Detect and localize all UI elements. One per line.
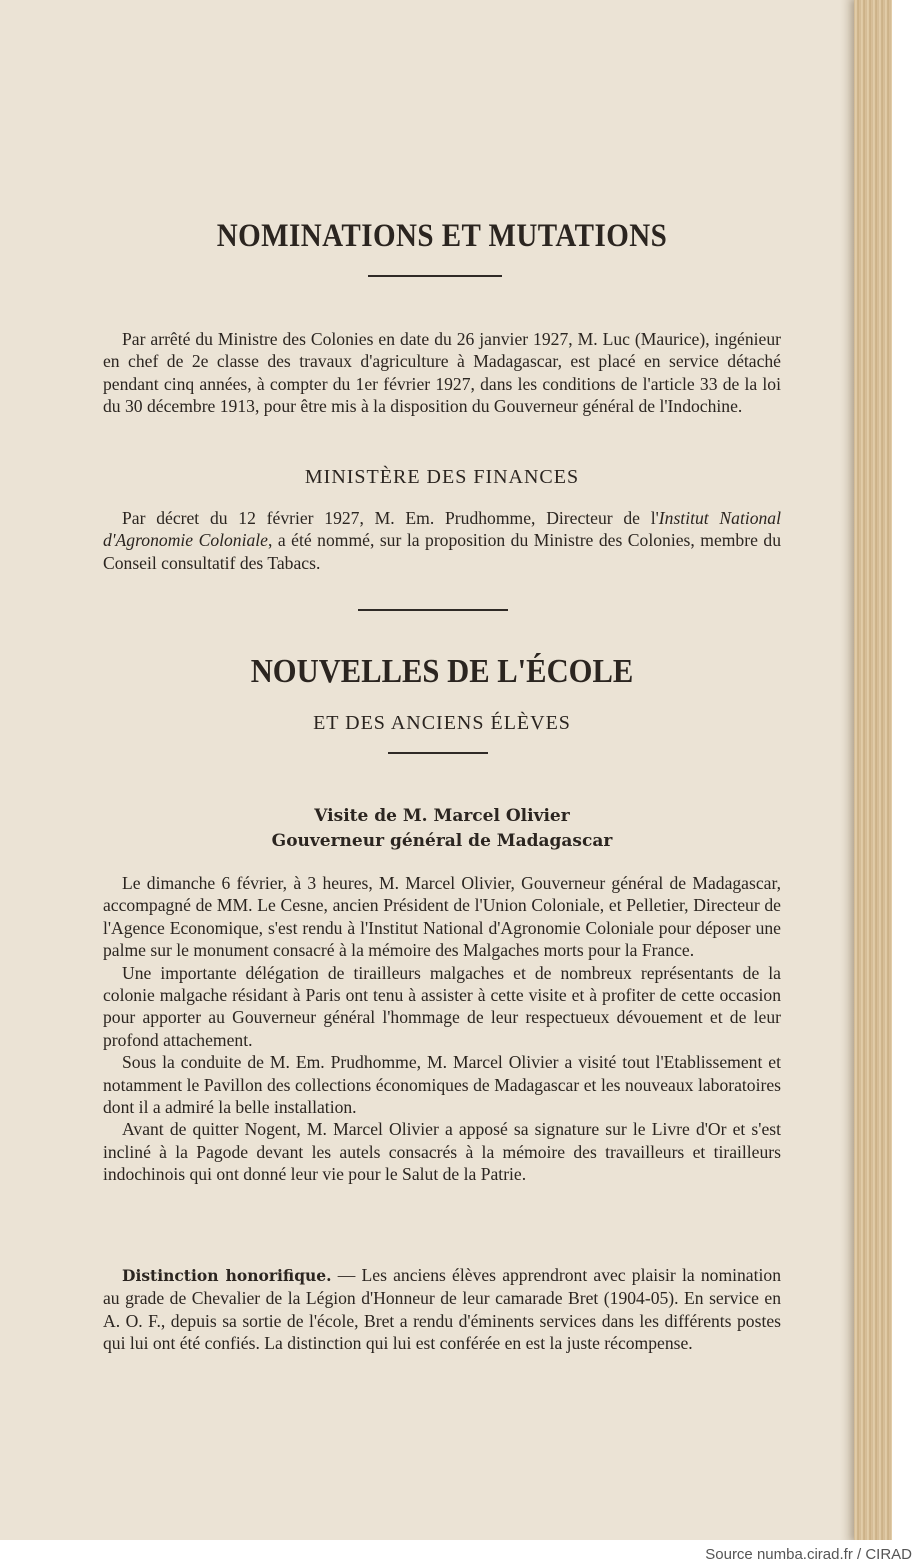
- page-title: NOMINATIONS ET MUTATIONS: [216, 218, 668, 254]
- section-divider: [358, 609, 508, 611]
- section-title: NOUVELLES DE L'ÉCOLE: [250, 653, 634, 690]
- finances-paragraph: [103, 507, 781, 574]
- page-gutter-shadow: [840, 0, 854, 1540]
- nomination-paragraph: [103, 328, 781, 418]
- title-rule: [368, 275, 502, 277]
- institute-name: Institut National d'Agronomie Coloniale: [103, 508, 781, 551]
- visit-title-2: Gouverneur général de Madagascar: [271, 831, 613, 851]
- source-credit: Source numba.cirad.fr / CIRAD: [705, 1546, 912, 1563]
- section-subtitle: ET DES ANCIENS ÉLÈVES: [313, 712, 571, 734]
- visit-paragraph: Une importante délégation de tirailleurs malgaches et de nombreux représentants de la colonie malgache résidant à Paris ont tenu à assister à cette visite et à profiter de cette occasion pour apporter au Gouverneur général l'hommage de leur respectueux dévouement et de leur profond attachement.: [103, 962, 781, 1050]
- distinction-paragraph: [103, 1264, 781, 1355]
- distinction-text: — Les anciens élèves apprendront avec plaisir la nomination au grade de Chevalier de la Légion d'Honneur de leur camarade Bret (1904-05). En service en A. O. F., depuis sa sortie de l'école, Bret a rendu d'éminents services dans les différents postes qui lui ont été confiés. La distinction qui lui est conférée en est la juste récompense.: [103, 1265, 781, 1354]
- visit-title-1: Visite de M. Marcel Olivier: [314, 806, 570, 826]
- subtitle-rule: [388, 752, 488, 754]
- nomination-text: Par arrêté du Ministre des Colonies en date du 26 janvier 1927, M. Luc (Maurice), ingénieur en chef de 2e classe des travaux d'agriculture à Madagascar, est placé en service détaché pendant cinq années, à compter du 1er février 1927, dans les conditions de l'article 33 de la loi du 30 décembre 1913, pour être mis à la disposition du Gouverneur général de l'Indochine.: [103, 329, 781, 417]
- distinction-lead: Distinction honorifique.: [122, 1266, 332, 1285]
- page-edge: [854, 0, 892, 1540]
- visit-paragraph: Sous la conduite de M. Em. Prudhomme, M. Marcel Olivier a visité tout l'Etablissement et notamment le Pavillon des collections économiques de Madagascar et les nouveaux laboratoires dont il a admiré la belle installation.: [103, 1052, 781, 1118]
- finances-heading: MINISTÈRE DES FINANCES: [304, 466, 580, 488]
- visit-body: [103, 872, 781, 1186]
- finances-text: Par décret du 12 février 1927, M. Em. Prudhomme, Directeur de l'Institut National d'Agronomie Coloniale, a été nommé, sur la proposition du Ministre des Colonies, membre du Conseil consultatif des Tabacs.: [103, 508, 781, 573]
- visit-paragraph: Avant de quitter Nogent, M. Marcel Olivier a apposé sa signature sur le Livre d'Or et s'est incliné à la Pagode devant les autels consacrés à la mémoire des travailleurs et tirailleurs indochinois qui ont donné leur vie pour le Salut de la Patrie.: [103, 1119, 781, 1185]
- visit-paragraph: Le dimanche 6 février, à 3 heures, M. Marcel Olivier, Gouverneur général de Madagascar, accompagné de MM. Le Cesne, ancien Président de l'Union Coloniale, et Pelletier, Directeur de l'Agence Economique, s'est rendu à l'Institut National d'Agronomie Coloniale pour déposer une palme sur le monument consacré à la mémoire des Malgaches morts pour la France.: [103, 873, 781, 961]
